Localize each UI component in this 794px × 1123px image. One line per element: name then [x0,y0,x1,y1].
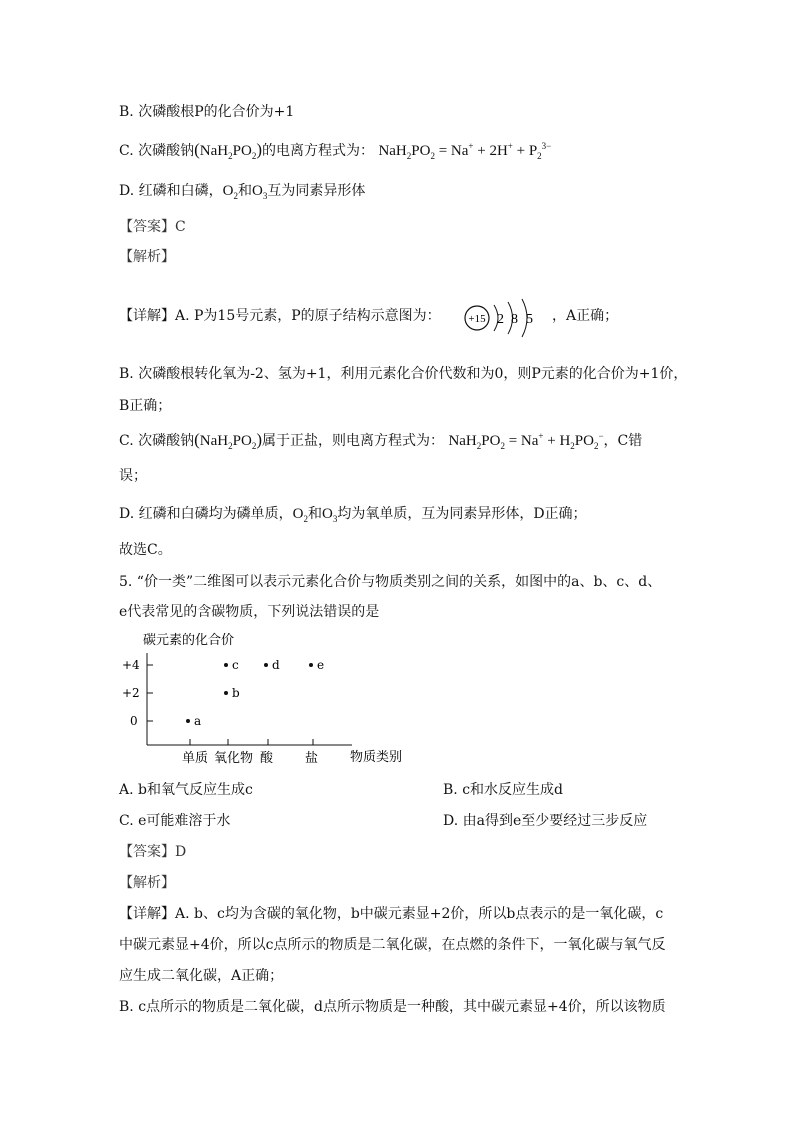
chart-point-e [309,663,313,667]
q5-stem-line1: 5. “价一类”二维图可以表示元素化合价与物质类别之间的关系，如图中的a、b、c、d、 [119,574,662,590]
q4-detail-c-post: ，C错 [603,433,643,449]
q4-option-c-formula: $NaH_2PO_2$ [199,143,257,161]
q4-option-d-post: 互为同素异形体 [267,183,366,199]
q4-detail-d-pre: D. 红磷和白磷均为磷单质， [119,506,293,522]
atom-shell-1: 2 [497,312,504,327]
q4-conclusion: 故选C。 [119,542,172,558]
atom-shell-2: 8 [511,312,518,327]
q4-answer: 【答案】C [119,219,186,235]
chart-point-label-d: d [272,658,280,672]
atom-shell-3: 5 [526,312,533,327]
q5-option-c: C. e可能难溶于水 [119,813,231,829]
chart-point-label-c: c [232,658,239,672]
q4-option-d-o3: $O_3$ [251,183,268,201]
q4-option-d: D. 红磷和白磷，$O_2$和$O_3$互为同素异形体 [119,183,366,201]
q4-detail-d-o3: $O_3$ [321,506,338,524]
chart-xlabel: 物质类别 [350,750,403,765]
q4-option-c-equation: $NaH_2PO_2 = Na^+ + 2H^+ + P_2^{3-}$ [378,141,552,161]
chart-point-d [264,663,268,667]
q4-analysis-heading: 【解析】 [119,249,175,265]
q4-option-d-pre: D. 红磷和白磷， [119,183,223,199]
chart-point-b [224,691,228,695]
q5-option-b: B. c和水反应生成d [443,782,563,798]
q5-detail-a-line2: 中碳元素显+4价，所以c点所示的物质是二氧化碳，在点燃的条件下，一氧化碳与氧气反 [119,937,666,953]
q4-detail-c-pre: C. 次磷酸钠 [119,433,195,449]
chart-ylabel: 碳元素的化合价 [143,633,235,648]
q4-detail-a [119,306,441,326]
chart-point-label-a: a [194,714,202,728]
q4-detail-d-mid: 均为氧单质，互为同素异形体，D正确； [337,506,587,522]
q5-option-d: D. 由a得到e至少要经过三步反应 [443,813,648,829]
q4-option-c-prefix: C. 次磷酸钠 [119,143,195,159]
q4-detail-a-pre: 【详解】A. P为15号元素，P的原子结构示意图为： [119,308,441,324]
q4-detail-c-formula: $NaH_2PO_2$ [199,433,257,451]
phosphorus-atom-diagram [462,298,544,338]
q4-detail-c-mid: 属于正盐，则电离方程式为： [261,433,444,449]
q5-detail-a-line1: 【详解】A. b、c均为含碳的氧化物，b中碳元素显+2价，所以b点表示的是一氧化碳，c [119,906,664,922]
q4-detail-c: C. 次磷酸钠$(NaH_2PO_2)$属于正盐，则电离方程式为： $NaH_2PO_2 = Na^+ + H_2PO_2^-$，C错 [119,430,643,451]
q4-option-c: C. 次磷酸钠$(NaH_2PO_2)$的电离方程式为： $NaH_2PO_2 = Na^+ + 2H^+ + P_2^{3-}$ [119,140,552,161]
q4-detail-c-line2: 误； [119,468,147,484]
valence-category-chart [110,625,430,775]
q4-detail-d-o2: $O_2$ [292,506,308,524]
chart-point-label-b: b [232,686,240,700]
q4-detail-d: D. 红磷和白磷均为磷单质，$O_2$和$O_3$均为氧单质，互为同素异形体，D正确； [119,506,587,524]
q5-option-a: A. b和氧气反应生成c [119,782,253,798]
chart-point-label-e: e [317,658,325,672]
chart-category-2: 酸 [260,751,274,766]
q5-answer: 【答案】D [119,844,187,860]
atom-nucleus: +15 [468,313,486,325]
q4-detail-a-post: ，A正确； [552,308,619,324]
q4-option-d-formula: $O_2$ [222,183,238,201]
q5-analysis-heading: 【解析】 [119,875,175,891]
chart-category-0: 单质 [182,751,209,766]
chart-y-tick-label-0: +4 [122,658,140,672]
chart-point-c [224,663,228,667]
q4-option-c-mid: 的电离方程式为： [261,143,374,159]
chart-y-tick-label-1: +2 [122,686,140,700]
chart-category-3: 盐 [305,751,319,766]
q5-stem-line2: e代表常见的含碳物质，下列说法错误的是 [119,604,380,620]
q4-detail-c-equation: $NaH_2PO_2 = Na^+ + H_2PO_2^-$ [448,431,604,451]
q5-detail-a-line3: 应生成二氧化碳，A正确； [119,968,284,984]
chart-category-1: 氧化物 [214,751,254,766]
q4-option-b: B. 次磷酸根P的化合价为+1 [119,104,295,120]
q5-detail-b-line1: B. c点所示的物质是二氧化碳，d点所示物质是一种酸，其中碳元素显+4价，所以该物质 [119,999,666,1015]
chart-y-tick-label-2: 0 [130,714,138,728]
chart-point-a [186,719,190,723]
q4-detail-b-line1: B. 次磷酸根转化氧为-2、氢为+1，利用元素化合价代数和为0，则P元素的化合价为+1价， [119,366,688,382]
q4-detail-b-line2: B正确； [119,398,172,414]
